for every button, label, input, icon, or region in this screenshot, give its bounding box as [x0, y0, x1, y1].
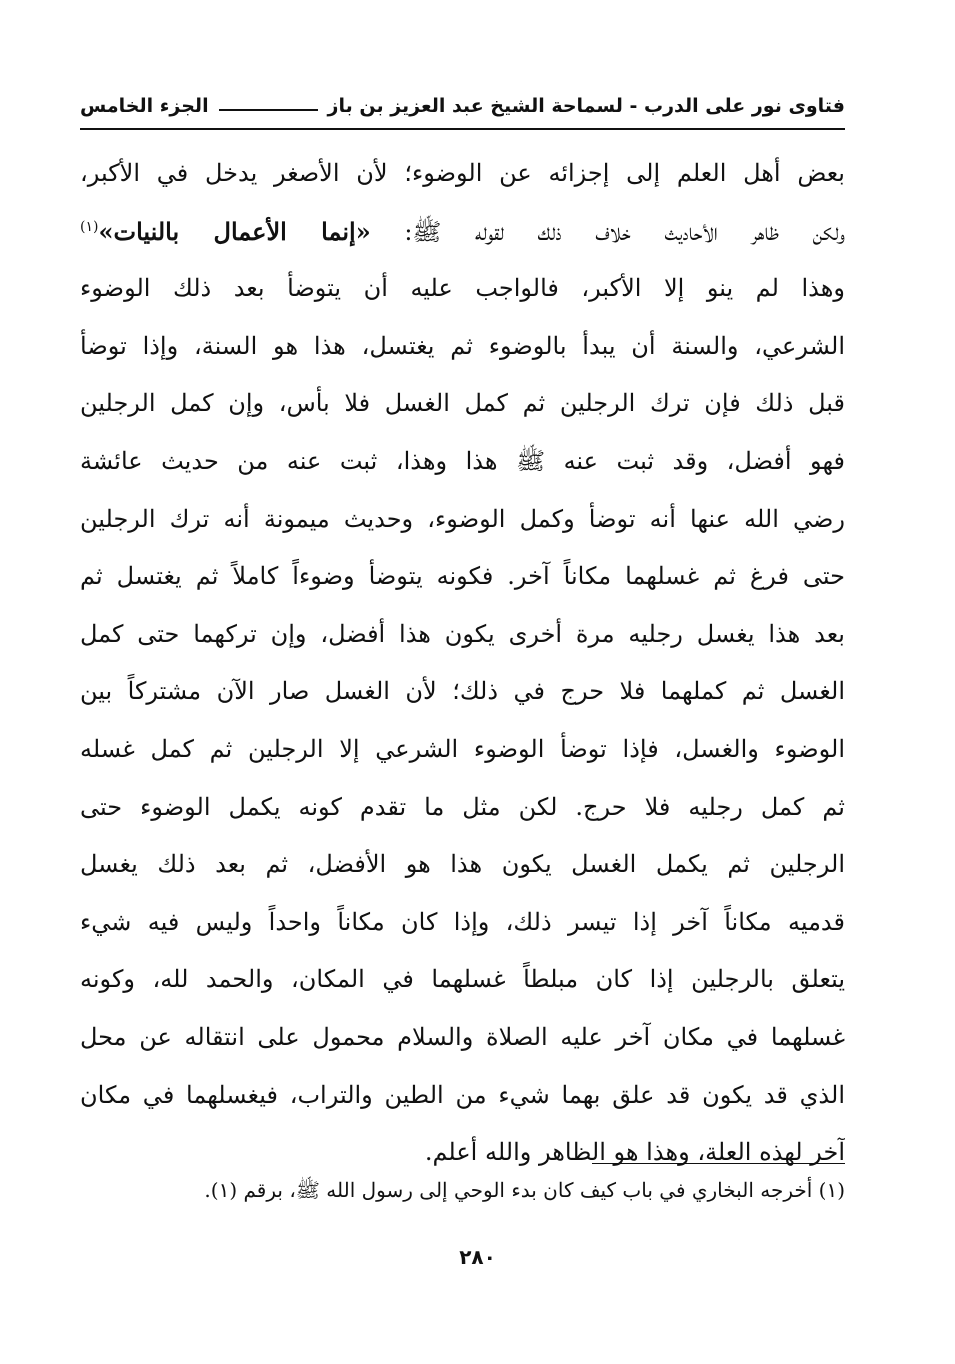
body-line-text: فهو أفضل، وقد ثبت عنه ﷺ هذا وهذا، ثبت عنه من حديث عائشة [80, 446, 845, 475]
body-line [80, 375, 845, 433]
running-header [80, 88, 845, 124]
body-line [80, 260, 845, 318]
body-line [80, 951, 845, 1009]
body-line-text: ثم كمل رجليه فلا حرج. لكن مثل ما تقدم كونه يكمل الوضوء حتى [80, 792, 845, 821]
body-line [80, 663, 845, 721]
body-line-text: وهذا لم ينو إلا الأكبر، فالواجب عليه أن يتوضأ بعد ذلك الوضوء [80, 274, 845, 303]
body-line-text: قبل ذلك فإن ترك الرجلين ثم كمل الغسل فلا بأس، وإن كمل الرجلين [80, 389, 845, 418]
body-line [80, 1009, 845, 1067]
body-line [80, 606, 845, 664]
body-line-text: الوضوء والغسل، فإذا توضأ الوضوء الشرعي إلا الرجلين ثم كمل غسله [80, 734, 845, 763]
footnote-rule [592, 1163, 845, 1164]
body-line-text: بعد هذا يغسل رجليه مرة أخرى يكون هذا أفضل، وإن تركهما حتى كمل [80, 619, 845, 648]
body-line [80, 318, 845, 376]
body-line [80, 721, 845, 779]
body-line-text: غسلهما في مكان آخر عليه الصلاة والسلام محمول على انتقاله عن محل [80, 1022, 845, 1051]
body-line-text: رضي الله عنها أنه توضأ وكمل الوضوء، وحديث ميمونة أنه ترك الرجلين [80, 504, 845, 533]
body-line-text: آخر لهذه العلة، وهذا هو الظاهر والله أعلم. [424, 1138, 845, 1167]
body-line-text: ولكن ظاهر الأحاديث خلاف ذلك لقوله ﷺ: [370, 217, 845, 246]
body-line [80, 548, 845, 606]
header-volume: الجزء الخامس [80, 95, 209, 117]
body-line-text: يتعلق بالرجلين إذا كان مبلطاً غسلهما في المكان، والحمد لله، وكونه [80, 965, 845, 994]
body-line-text: بعض أهل العلم إلى إجزائه عن الوضوء؛ لأن الأصغر يدخل في الأكبر، [80, 159, 845, 187]
body-line-text: الذي قد يكون قد علق بهما شيء من الطين والتراب، فيغسلهما في مكان [80, 1080, 845, 1109]
body-line-text: الغسل ثم كملهما فلا حرج في ذلك؛ لأن الغسل صار الآن مشتركاً بين [80, 677, 845, 706]
footnote-marker: (١) [80, 218, 99, 235]
page-number: ٢٨٠ [459, 1245, 496, 1269]
body-line-text: الرجلين ثم يكمل الغسل يكون هذا هو الأفضل، ثم بعد ذلك يغسل [80, 850, 845, 879]
body-line [80, 203, 845, 261]
body-line-text: قدميه مكاناً آخر إذا تيسر ذلك، وإذا كان مكاناً واحداً وليس فيه شيء [80, 907, 845, 936]
footnote: (١) أخرجه البخاري في باب كيف كان بدء الوحي إلى رسول الله ﷺ، برقم (١). [204, 1178, 845, 1202]
body-line [80, 1067, 845, 1125]
body-line-text: الشرعي، والسنة أن يبدأ بالوضوء ثم يغتسل، هذا هو السنة، وإذا توضأ [80, 331, 845, 360]
hadith-quote: «إنما الأعمال بالنيات» [98, 216, 371, 246]
header-dash-rule [219, 109, 318, 111]
body-line [80, 779, 845, 837]
body-line [80, 894, 845, 952]
header-rule [80, 128, 845, 130]
body-line [80, 836, 845, 894]
body-line [80, 145, 845, 203]
body-line-text: حتى فرغ ثم غسلهما مكاناً آخر. فكونه يتوضأ وضوءاً كاملاً ثم يغتسل ثم [80, 562, 845, 591]
header-book-title: فتاوى نور على الدرب - لسماحة الشيخ عبد العزيز بن باز [327, 95, 845, 117]
body-line [80, 433, 845, 491]
body-line [80, 491, 845, 549]
body-text [80, 145, 845, 1182]
